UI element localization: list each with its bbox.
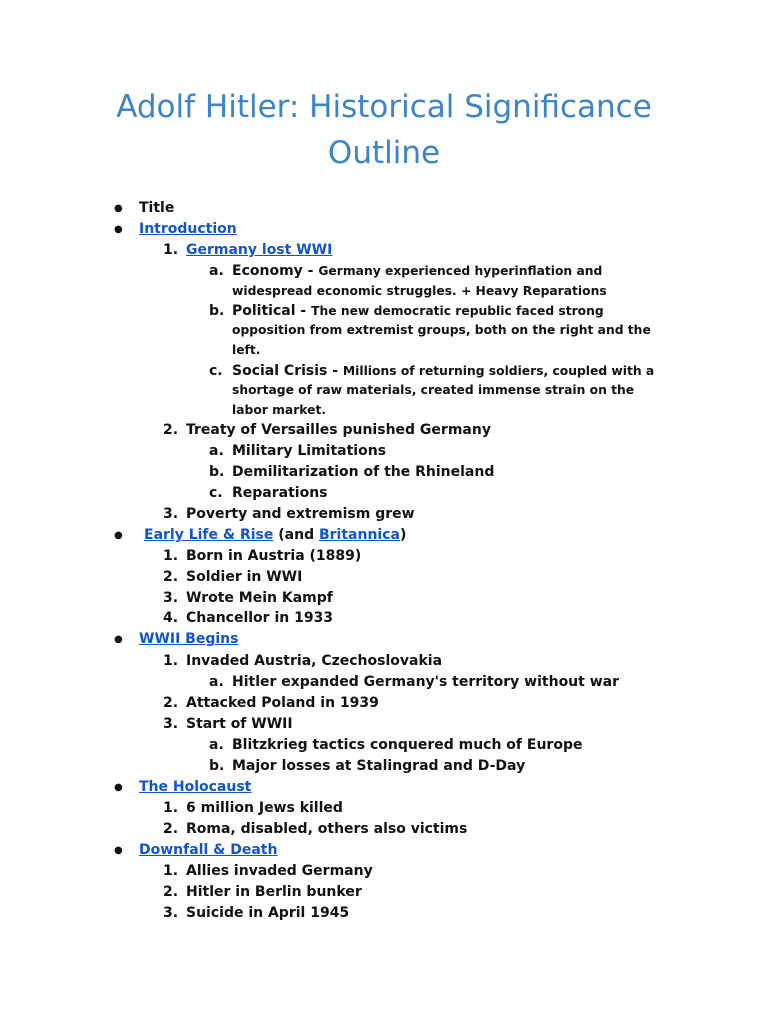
list-number: 3. [163, 590, 179, 606]
list-item: Soldier in WWI [186, 569, 303, 585]
list-item: Suicide in April 1945 [186, 905, 350, 921]
bullet-icon: ● [114, 530, 123, 541]
link-wwii-begins[interactable]: WWII Begins [139, 631, 239, 647]
list-item: Blitzkrieg tactics conquered much of Europe [232, 737, 583, 753]
list-item: Chancellor in 1933 [186, 610, 334, 626]
link-britannica[interactable]: Britannica [318, 527, 400, 543]
list-item: Reparations [232, 485, 328, 501]
social-text-cont: labor market. [232, 403, 327, 417]
list-number: 2. [163, 884, 179, 900]
list-number: 2. [163, 569, 179, 585]
bullet-icon: ● [114, 782, 123, 793]
political-heading: Political - [232, 303, 307, 319]
political-text-cont: opposition from extremist groups, both on the right and the [232, 323, 651, 337]
list-item: Major losses at Stalingrad and D-Day [232, 758, 526, 774]
list-number: 2. [163, 821, 179, 837]
list-item: Military Limitations [232, 443, 387, 459]
economy-heading: Economy - [232, 263, 314, 279]
list-number: 1. [163, 653, 179, 669]
list-number: 4. [163, 610, 179, 626]
political-text: The new democratic republic faced strong [311, 304, 604, 318]
list-number: 1. [163, 863, 179, 879]
list-number: 1. [163, 548, 179, 564]
list-item: Wrote Mein Kampf [186, 590, 333, 606]
list-number: 1. [163, 242, 179, 258]
list-item-social-crisis [232, 363, 654, 379]
social-text-cont: shortage of raw materials, created immense strain on the [232, 383, 635, 397]
list-number: 1. [163, 800, 179, 816]
list-item: Demilitarization of the Rhineland [232, 464, 495, 480]
link-germany-lost-wwi[interactable]: Germany lost WWI [186, 242, 333, 258]
bullet-icon: ● [114, 224, 123, 235]
list-number: 2. [163, 422, 179, 438]
outline-item-early-life [144, 527, 406, 543]
link-early-life[interactable]: Early Life & Rise [144, 527, 274, 543]
page-title-line1: Adolf Hitler: Historical Significance [116, 89, 652, 125]
list-item: Roma, disabled, others also victims [186, 821, 468, 837]
list-item-treaty: Treaty of Versailles punished Germany [186, 422, 491, 438]
social-text: Millions of returning soldiers, coupled with a [342, 364, 655, 378]
social-heading: Social Crisis - [232, 363, 339, 379]
list-letter: b. [209, 464, 225, 480]
list-letter: a. [209, 674, 224, 690]
list-item-political [232, 303, 604, 319]
bullet-icon: ● [114, 634, 123, 645]
list-item: Hitler expanded Germany's territory without war [232, 674, 620, 690]
list-item-poverty: Poverty and extremism grew [186, 506, 415, 522]
list-number: 3. [163, 716, 179, 732]
link-holocaust[interactable]: The Holocaust [139, 779, 252, 795]
political-text-cont: left. [232, 343, 261, 357]
link-introduction[interactable]: Introduction [139, 221, 237, 237]
bullet-icon: ● [114, 203, 123, 214]
list-letter: b. [209, 303, 225, 319]
list-number: 2. [163, 695, 179, 711]
close-paren: ) [399, 527, 407, 543]
list-letter: a. [209, 263, 224, 279]
list-item: Start of WWII [186, 716, 293, 732]
list-item: Born in Austria (1889) [186, 548, 362, 564]
list-item: 6 million Jews killed [186, 800, 343, 816]
list-item: Invaded Austria, Czechoslovakia [186, 653, 443, 669]
list-letter: c. [209, 485, 223, 501]
list-item: Hitler in Berlin bunker [186, 884, 362, 900]
page-title-line2: Outline [327, 135, 441, 171]
link-downfall-death[interactable]: Downfall & Death [139, 842, 278, 858]
list-item: Allies invaded Germany [186, 863, 373, 879]
list-number: 3. [163, 506, 179, 522]
economy-text: Germany experienced hyperinflation and [318, 264, 603, 278]
list-item: Attacked Poland in 1939 [186, 695, 379, 711]
list-letter: c. [209, 363, 223, 379]
and-text: (and [273, 527, 319, 543]
list-letter: a. [209, 737, 224, 753]
list-number: 3. [163, 905, 179, 921]
outline-item-title: Title [139, 200, 175, 216]
list-item-economy [232, 263, 602, 279]
list-letter: b. [209, 758, 225, 774]
list-letter: a. [209, 443, 224, 459]
economy-text-cont: widespread economic struggles. + Heavy Reparations [232, 284, 607, 298]
bullet-icon: ● [114, 845, 123, 856]
